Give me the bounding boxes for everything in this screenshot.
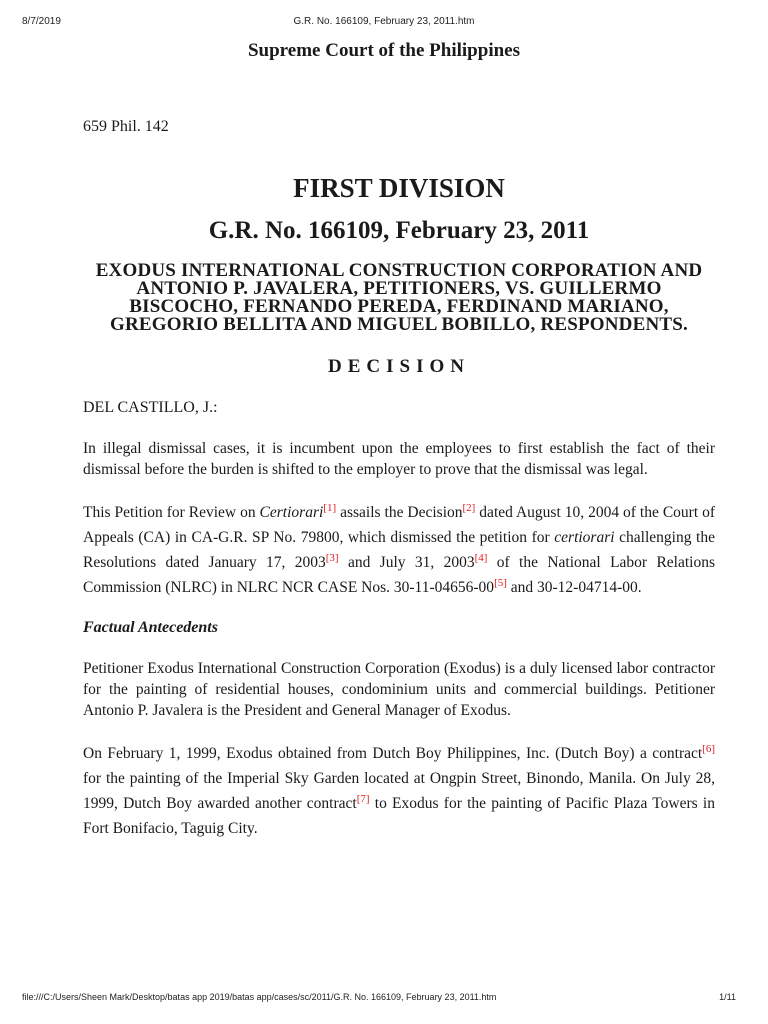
paragraph-intro: In illegal dismissal cases, it is incumbent upon the employees to first establish the fact of their dismissal before the burden is shifted to the employer to prove that the dismissal was legal.	[83, 440, 715, 478]
text-segment: of the National Labor Relations Commission (NLRC) in NLRC NCR CASE Nos. 30-11-04656-00	[83, 554, 715, 596]
footnote-link-2[interactable]: [2]	[462, 501, 476, 514]
decision-title: DECISION	[328, 356, 470, 377]
print-document-title: G.R. No. 166109, February 23, 2011.htm	[293, 16, 475, 27]
print-file-url: file:///C:/Users/Sheen Mark/Desktop/batas app 2019/batas app/cases/sc/2011/G.R. No. 166109, February 23, 2011.htm	[22, 992, 497, 1002]
footnote-link-6[interactable]: [6]	[702, 742, 715, 755]
footnote-link-3[interactable]: [3]	[325, 551, 339, 564]
paragraph-petition	[83, 500, 715, 600]
text-segment: to Exodus for the painting of Pacific Plaza Towers in Fort Bonifacio, Taguig City.	[83, 795, 715, 837]
text-segment: On February 1, 1999, Exodus obtained from Dutch Boy Philippines, Inc. (Dutch Boy) a contract	[83, 745, 703, 762]
italic-term: Certiorari	[259, 504, 324, 521]
page-number: 1/11	[719, 992, 736, 1002]
text-segment: challenging the Resolutions dated January 17, 2003	[83, 529, 715, 571]
footnote-link-4[interactable]: [4]	[474, 551, 488, 564]
decision-content	[83, 118, 715, 841]
citation: 659 Phil. 142	[83, 118, 169, 135]
footnote-link-1[interactable]: [1]	[323, 501, 337, 514]
text-segment: assails the Decision	[336, 504, 463, 521]
court-name: Supreme Court of the Philippines	[247, 40, 520, 61]
text-segment: and July 31, 2003	[338, 554, 475, 571]
text-segment: for the painting of the Imperial Sky Garden located at Ongpin Street, Binondo, Manila. On July 28, 1999, Dutch Boy awarded another contract	[83, 770, 715, 812]
footnote-link-5[interactable]: [5]	[494, 576, 507, 589]
print-date: 8/7/2019	[22, 16, 61, 27]
case-parties: EXODUS INTERNATIONAL CONSTRUCTION CORPORATION AND ANTONIO P. JAVALERA, PETITIONERS, VS. GUILLERMO BISCOCHO, FERNANDO PEREDA, FERDINAND MARIANO, GREGORIO BELLITA AND MIGUEL BOBILLO, RESPONDENTS.	[95, 260, 703, 335]
case-number-heading: G.R. No. 166109, February 23, 2011	[208, 217, 590, 244]
ponente: DEL CASTILLO, J.:	[83, 399, 218, 416]
text-segment: and 30-12-04714-00.	[506, 579, 642, 596]
paragraph-exodus: Petitioner Exodus International Construction Corporation (Exodus) is a duly licensed labor contractor for the painting of residential houses, condominium units and commercial buildings. Petitioner Antonio P. Javalera is the President and General Manager of Exodus.	[83, 660, 715, 719]
text-segment: dated August 10, 2004 of the Court of Appeals (CA) in CA-G.R. SP No. 79800, which dismissed the petition for	[83, 504, 716, 546]
footnote-link-7[interactable]: [7]	[356, 792, 370, 805]
paragraph-contracts	[83, 741, 715, 841]
division-heading: FIRST DIVISION	[293, 173, 505, 203]
section-heading-factual-antecedents: Factual Antecedents	[83, 619, 218, 636]
italic-term: certiorari	[554, 529, 615, 546]
text-segment: This Petition for Review on	[83, 504, 260, 521]
